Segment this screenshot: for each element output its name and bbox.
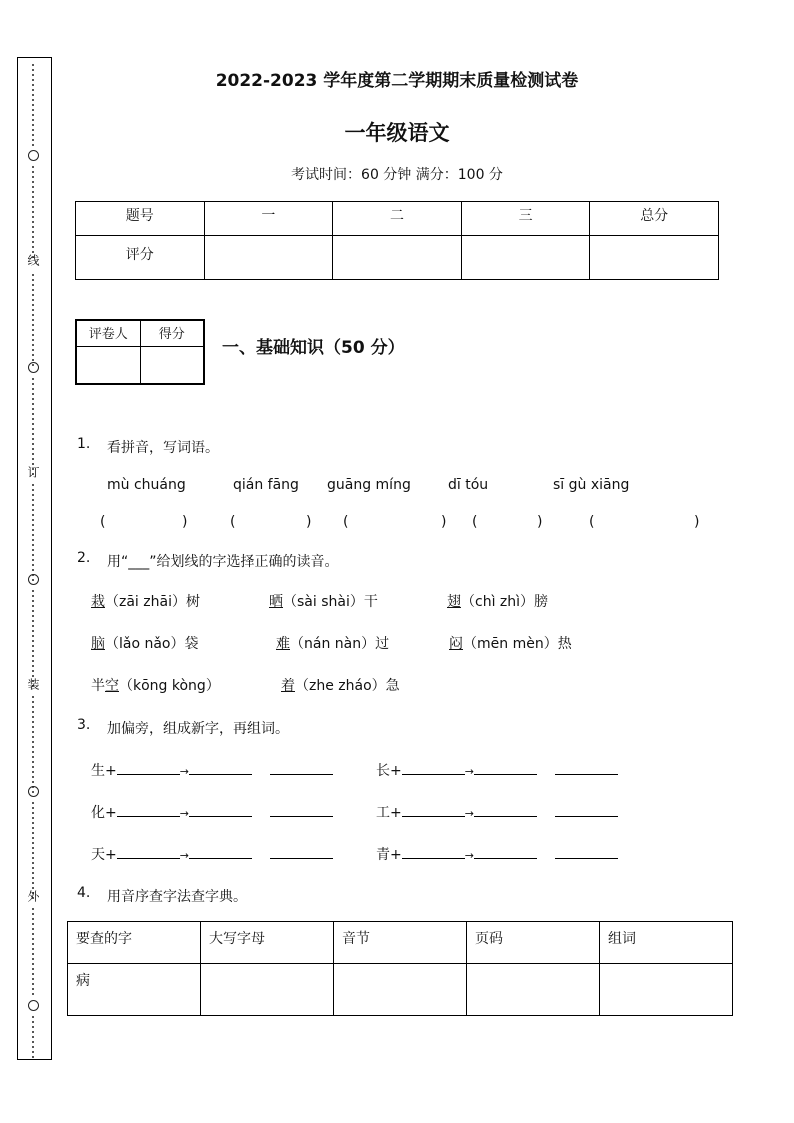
answer-blank[interactable] — [189, 760, 252, 775]
pinyin: qián fāng — [233, 477, 299, 493]
arrow-icon: → — [464, 807, 474, 820]
underlined-char: 晒 — [269, 594, 283, 610]
dotted-line — [32, 696, 36, 796]
pinyin: dī tóu — [448, 477, 489, 493]
answer-blank[interactable] — [353, 514, 437, 534]
answer-blank[interactable] — [555, 844, 618, 859]
radical-base: 长+ — [376, 763, 402, 779]
binding-char-ding: 订 — [26, 466, 40, 478]
score-header-cell: 三 — [461, 202, 590, 236]
exam-title: 2022-2023 学年度第二学期期末质量检测试卷 — [215, 71, 579, 91]
answer-blank[interactable] — [117, 802, 180, 817]
reading-item[interactable] — [269, 591, 378, 611]
radical-base: 生+ — [91, 763, 117, 779]
answer-blank[interactable] — [117, 844, 180, 859]
dict-answer-cell[interactable] — [467, 964, 600, 1016]
paren-open: ( — [343, 514, 349, 530]
binding-char-zhuang: 装 — [26, 678, 40, 690]
answer-blank[interactable] — [555, 760, 618, 775]
plain-char: 半 — [91, 678, 105, 694]
score-table — [75, 201, 719, 280]
answer-blank[interactable] — [474, 844, 537, 859]
grader-cell[interactable] — [76, 346, 140, 384]
dotted-line — [32, 908, 36, 998]
radical-item — [91, 802, 333, 822]
reading-options: （lǎo nǎo）袋 — [105, 636, 199, 652]
answer-blank[interactable] — [189, 802, 252, 817]
paren-close: ) — [537, 514, 543, 530]
underlined-char: 栽 — [91, 594, 105, 610]
reading-item[interactable] — [447, 591, 548, 611]
dict-header-cell: 组词 — [600, 922, 733, 964]
pinyin: sī gù xiāng — [553, 477, 630, 493]
underlined-char: 空 — [105, 678, 119, 694]
answer-blank[interactable] — [110, 514, 180, 534]
radical-item — [376, 760, 618, 780]
radical-item — [91, 844, 333, 864]
score-cell[interactable] — [204, 236, 333, 280]
reading-options: （mēn mèn）热 — [463, 636, 572, 652]
question-prompt: 用“___”给划线的字选择正确的读音。 — [107, 554, 339, 570]
paren-open: ( — [100, 514, 106, 530]
dotted-line — [32, 1016, 36, 1061]
dict-header-cell: 大写字母 — [201, 922, 334, 964]
answer-blank[interactable] — [482, 514, 534, 534]
arrow-icon: → — [464, 765, 474, 778]
answer-blank[interactable] — [270, 760, 333, 775]
radical-base: 青+ — [376, 847, 402, 863]
pinyin: guāng míng — [327, 477, 411, 493]
score-header-cell: 一 — [204, 202, 333, 236]
score-header-cell: 题号 — [76, 202, 205, 236]
subject-title: 一年级语文 — [344, 121, 450, 145]
answer-blank[interactable] — [270, 844, 333, 859]
underlined-char: 脑 — [91, 636, 105, 652]
question-number: 1. — [77, 436, 91, 452]
reading-item[interactable] — [449, 633, 572, 653]
question-number: 2. — [77, 550, 91, 566]
underlined-char: 翅 — [447, 594, 461, 610]
binding-char-wai: 外 — [26, 890, 40, 902]
paren-open: ( — [230, 514, 236, 530]
binding-char-xian: 线 — [26, 254, 40, 266]
reading-options: （sài shài）干 — [283, 594, 378, 610]
underlined-char: 难 — [276, 636, 290, 652]
grader-box — [75, 319, 205, 385]
arrow-icon: → — [179, 849, 189, 862]
radical-item — [91, 760, 333, 780]
answer-blank[interactable] — [474, 802, 537, 817]
dict-header-cell: 页码 — [467, 922, 600, 964]
paren-close: ) — [182, 514, 188, 530]
dict-header-cell: 要查的字 — [68, 922, 201, 964]
underlined-char: 闷 — [449, 636, 463, 652]
score-cell[interactable] — [140, 346, 204, 384]
dict-answer-cell[interactable] — [334, 964, 467, 1016]
dotted-line — [32, 590, 36, 690]
score-header-cell: 二 — [333, 202, 462, 236]
score-header-cell: 总分 — [590, 202, 719, 236]
answer-blank[interactable] — [555, 802, 618, 817]
radical-item — [376, 844, 618, 864]
answer-blank[interactable] — [474, 760, 537, 775]
reading-options: （chì zhì）膀 — [461, 594, 549, 610]
question-prompt: 用音序查字法查字典。 — [107, 889, 247, 905]
answer-blank[interactable] — [189, 844, 252, 859]
score-cell[interactable] — [461, 236, 590, 280]
exam-info: 考试时间：60 分钟 满分：100 分 — [291, 167, 503, 183]
dict-char-cell: 病 — [68, 964, 201, 1016]
paren-close: ) — [306, 514, 312, 530]
arrow-icon: → — [464, 849, 474, 862]
reading-options: （kōng kòng） — [119, 678, 220, 694]
radical-base: 天+ — [91, 847, 117, 863]
dictionary-table — [67, 921, 733, 1016]
radical-base: 化+ — [91, 805, 117, 821]
reading-item[interactable] — [91, 675, 220, 695]
dict-answer-cell[interactable] — [201, 964, 334, 1016]
reading-options: （zhe zháo）急 — [295, 678, 400, 694]
arrow-icon: → — [179, 807, 189, 820]
dotted-line — [32, 484, 36, 584]
radical-item — [376, 802, 618, 822]
radical-base: 工+ — [376, 805, 402, 821]
dotted-line — [32, 802, 36, 902]
section-heading: 一、基础知识（50 分） — [222, 338, 405, 358]
question-prompt: 看拼音，写词语。 — [107, 440, 219, 456]
dotted-line — [32, 378, 36, 478]
reading-item[interactable] — [91, 591, 200, 611]
paren-open: ( — [472, 514, 478, 530]
paren-close: ) — [694, 514, 700, 530]
circle-mark — [28, 786, 39, 797]
circle-mark — [28, 150, 39, 161]
reading-item[interactable] — [276, 633, 389, 653]
pinyin: mù chuáng — [107, 477, 186, 493]
binding-strip — [17, 57, 52, 1060]
circle-mark — [28, 362, 39, 373]
reading-options: （zāi zhāi）树 — [105, 594, 200, 610]
question-number: 3. — [77, 717, 91, 733]
answer-blank[interactable] — [240, 514, 302, 534]
answer-blank[interactable] — [402, 802, 465, 817]
score-label: 得分 — [140, 320, 204, 346]
dict-header-cell: 音节 — [334, 922, 467, 964]
grader-label: 评卷人 — [76, 320, 140, 346]
reading-options: （nán nàn）过 — [290, 636, 390, 652]
paren-open: ( — [589, 514, 595, 530]
answer-blank[interactable] — [117, 760, 180, 775]
reading-item[interactable] — [91, 633, 199, 653]
answer-blank[interactable] — [270, 802, 333, 817]
answer-blank[interactable] — [599, 514, 689, 534]
circle-mark — [28, 1000, 39, 1011]
underlined-char: 着 — [281, 678, 295, 694]
paren-close: ) — [441, 514, 447, 530]
reading-item[interactable] — [281, 675, 400, 695]
question-number: 4. — [77, 885, 91, 901]
score-cell[interactable] — [333, 236, 462, 280]
arrow-icon: → — [179, 765, 189, 778]
answer-blank[interactable] — [402, 760, 465, 775]
score-cell[interactable] — [590, 236, 719, 280]
score-row-label: 评分 — [76, 236, 205, 280]
dict-answer-cell[interactable] — [600, 964, 733, 1016]
dotted-line — [32, 274, 36, 369]
circle-mark — [28, 574, 39, 585]
question-prompt: 加偏旁，组成新字，再组词。 — [107, 721, 289, 737]
answer-blank[interactable] — [402, 844, 465, 859]
